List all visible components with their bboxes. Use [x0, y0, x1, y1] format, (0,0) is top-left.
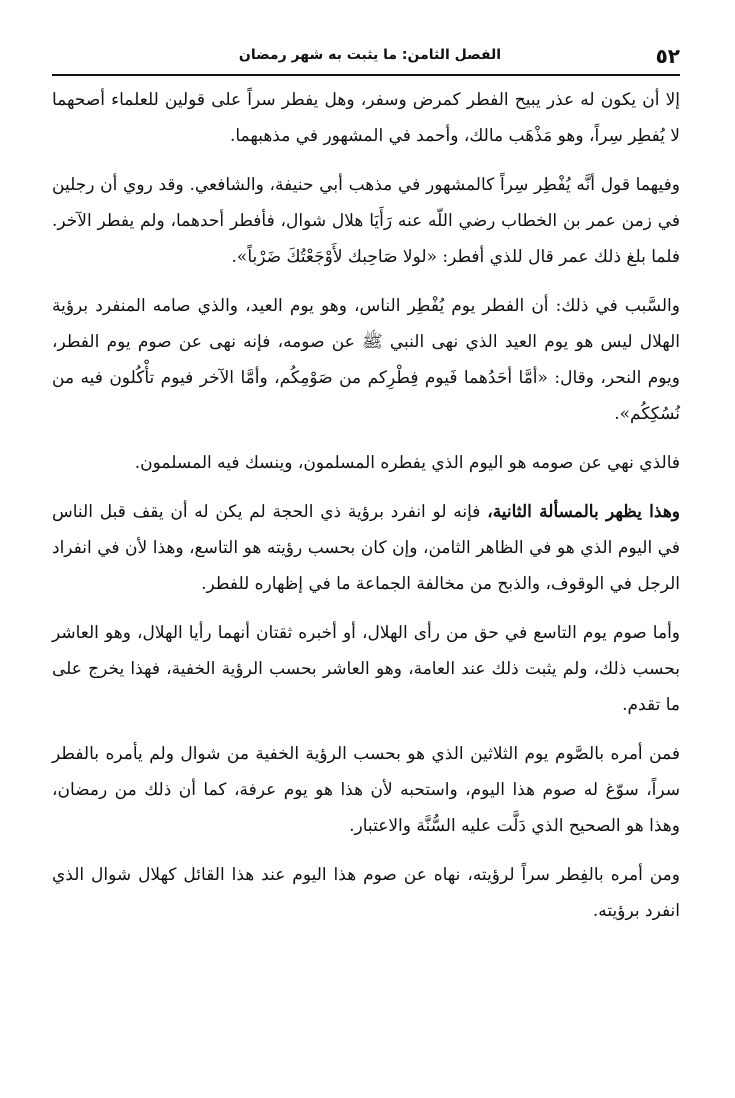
paragraph-6	[52, 615, 680, 723]
paragraph-1	[52, 82, 680, 154]
page-number: ٥٢	[655, 44, 680, 68]
header-divider	[52, 74, 680, 76]
paragraph-4	[52, 445, 680, 481]
paragraph-text: ومن أمره بالفِطر سراً لرؤيته، نهاه عن صوم هذا اليوم عند هذا القائل كهلال شوال الذي انفرد برؤيته.	[52, 865, 680, 921]
paragraph-text: إلا أن يكون له عذر يبيح الفطر كمرض وسفر، وهل يفطر سراً على قولين للعلماء أصحهما لا يُفطِر سِراً، وهو مَذْهَب مالك، وأحمد في المشهور في مذهبهما.	[52, 90, 680, 146]
paragraph-text: فمن أمره بالصَّوم يوم الثلاثين الذي هو بحسب الرؤية الخفية من شوال ولم يأمره بالفطر سراً، سوّغ له صوم هذا اليوم، واستحبه لأن هذا هو يوم عرفة، كما أن ذلك من رمضان، وهذا هو الصحيح الذي دَلَّت عليه السُّنَّة والاعتبار.	[52, 744, 680, 836]
running-head	[60, 40, 680, 74]
paragraph-text: فالذي نهي عن صومه هو اليوم الذي يفطره المسلمون، وينسك فيه المسلمون.	[134, 453, 680, 473]
paragraph-2	[52, 167, 680, 275]
paragraph-lead: وهذا يظهر بالمسألة الثانية،	[487, 502, 680, 522]
paragraph-text: وفيهما قول أنَّه يُفْطِر سِراً كالمشهور في مذهب أبي حنيفة، والشافعي. وقد روي أن رجلين في زمن عمر بن الخطاب رضي اللّه عنه رَأَيَا هلال شوال، فأفطر أحدهما، ولم يفطر الآخر. فلما بلغ ذلك عمر قال للذي أفطر: «لولا صَاحِبك لأَوْجَعْتُكَ ضَرْباً».	[52, 175, 680, 267]
paragraph-text: وأما صوم يوم التاسع في حق من رأى الهلال، أو أخبره ثقتان أنهما رأيا الهلال، وهو العاشر بحسب ذلك، ولم يثبت ذلك عند العامة، وهو العاشر بحسب الرؤية الخفية، فهذا يخرج على ما تقدم.	[52, 623, 680, 715]
chapter-title: الفصل الثامن: ما يثبت به شهر رمضان	[238, 47, 502, 63]
body-text	[52, 82, 680, 942]
paragraph-7	[52, 736, 680, 844]
paragraph-3	[52, 288, 680, 432]
paragraph-5	[52, 494, 680, 602]
paragraph-text: والسَّبب في ذلك: أن الفطر يوم يُفْطِر الناس، وهو يوم العيد، والذي صامه المنفرد برؤية الهلال ليس هو يوم العيد الذي نهى النبي ﷺ عن صومه، فإنه نهى عن صوم يوم الفطر، ويوم النحر، وقال: «أمَّا أحَدُهما فَيوم فِطْرِكم من صَوْمِكُم، وأمَّا الآخر فيوم تأْكُلون فيه من نُسُكِكُم».	[52, 296, 680, 424]
paragraph-text: فإنه لو انفرد برؤية ذي الحجة لم يكن له أن يقف قبل الناس في اليوم الذي هو في الظاهر الثامن، وإن كان بحسب رؤيته هو التاسع، وهذا لأن في انفراد الرجل في الوقوف، والذبح من مخالفة الجماعة ما في إظهاره للفطر.	[52, 502, 680, 594]
paragraph-8	[52, 857, 680, 929]
